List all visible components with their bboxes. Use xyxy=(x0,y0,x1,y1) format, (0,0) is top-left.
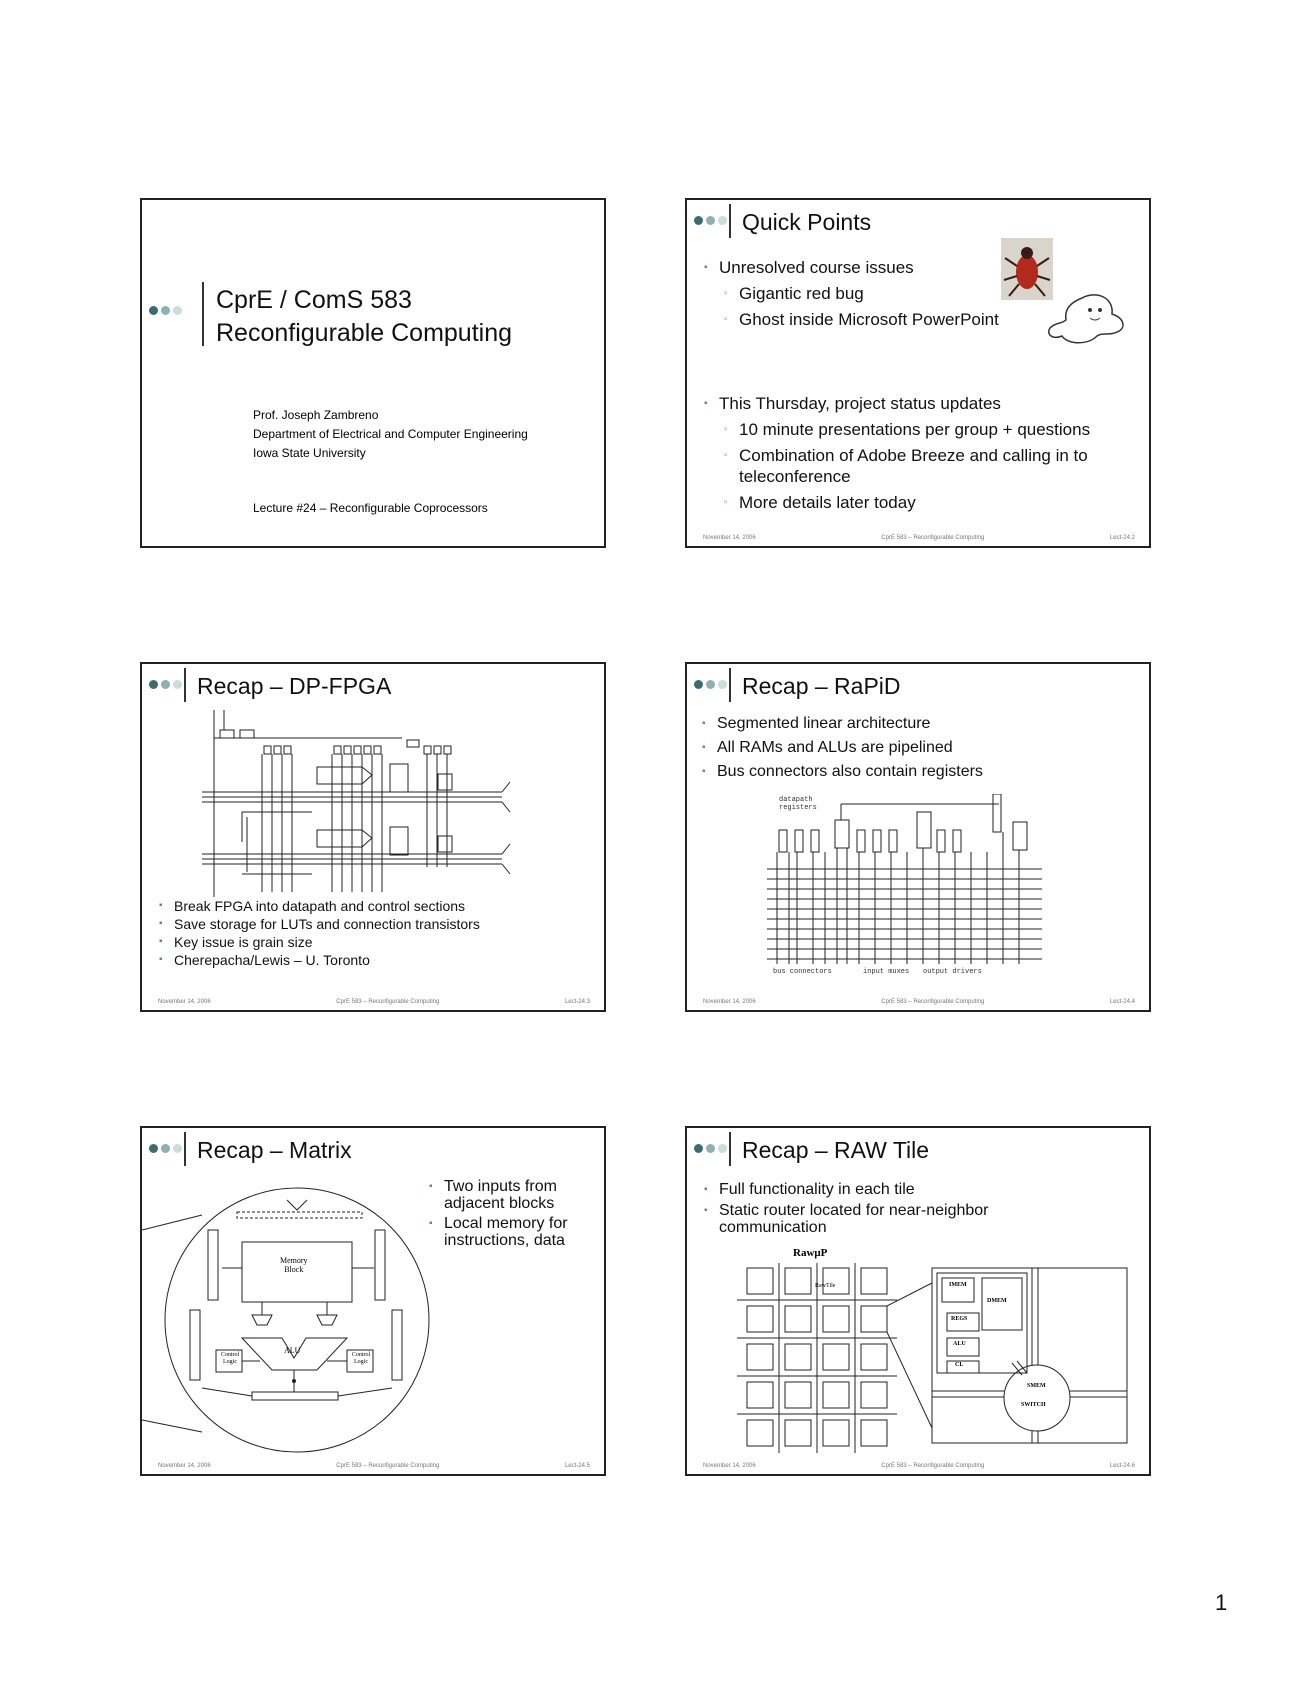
label-rawp: RawμP xyxy=(793,1247,828,1259)
slide-dots-icon xyxy=(694,216,727,225)
footer-date: November 14, 2006 xyxy=(703,999,756,1005)
slide-title: Quick Points xyxy=(742,209,872,235)
title-divider xyxy=(184,668,186,702)
bullet-list xyxy=(699,714,1129,786)
slide-footer xyxy=(158,1463,590,1469)
bullet-item: ▪ Cherepacha/Lewis – U. Toronto xyxy=(156,952,586,968)
bullet-item: ▪ Save storage for LUTs and connection transistors xyxy=(156,916,586,932)
page-number: 1 xyxy=(1215,1590,1228,1615)
bullet-list xyxy=(701,1181,1131,1240)
label-regs: REGS xyxy=(951,1316,968,1322)
label-memory: Memory xyxy=(280,1256,308,1265)
label-input-muxes: input muxes xyxy=(863,968,910,976)
sub-bullet-item: ▫ Combination of Adobe Breeze and calling in to teleconference xyxy=(721,445,1131,487)
sub-bullet-item: ▫ More details later today xyxy=(721,492,1131,513)
slide-dp-fpga xyxy=(140,662,606,1012)
bullet-item: ▪ Static router located for near-neighbor communication xyxy=(701,1202,1049,1236)
footer-date: November 14, 2006 xyxy=(158,999,211,1005)
bullet-item: ▪ All RAMs and ALUs are pipelined xyxy=(699,738,1129,757)
sub-bullet-item: ▫ 10 minute presentations per group + questions xyxy=(721,419,1131,440)
bullet-item: ▪ Break FPGA into datapath and control sections xyxy=(156,898,586,914)
label-dmem: DMEM xyxy=(987,1298,1007,1304)
footer-course: CprE 583 – Reconfigurable Computing xyxy=(881,535,985,541)
sub-bullet-item: ▫ Ghost inside Microsoft PowerPoint xyxy=(721,309,1131,330)
author: Prof. Joseph Zambreno xyxy=(253,408,379,422)
course-code: CprE / ComS 583 xyxy=(216,286,412,314)
slide-dots-icon xyxy=(149,306,182,315)
label-memory-block xyxy=(280,1256,308,1274)
slide-title: Recap – RaPiD xyxy=(742,673,901,699)
bullet-item: ▪ Two inputs from adjacent blocks xyxy=(426,1178,596,1212)
slide-quick-points xyxy=(685,198,1151,548)
footer-course: CprE 583 – Reconfigurable Computing xyxy=(881,1463,985,1469)
sub-bullet-item: ▫ Gigantic red bug xyxy=(721,283,1131,304)
label-datapath: datapath xyxy=(779,796,813,804)
ghost-icon xyxy=(1042,288,1132,350)
slide-footer xyxy=(703,535,1135,541)
rapid-diagram xyxy=(767,794,1047,974)
bullet-list xyxy=(156,898,586,970)
footer-date: November 14, 2006 xyxy=(703,535,756,541)
title-divider xyxy=(729,204,731,238)
slide-rapid xyxy=(685,662,1151,1012)
raw-tile-diagram xyxy=(737,1263,1132,1453)
footer-date: November 14, 2006 xyxy=(703,1463,756,1469)
bullet-list xyxy=(426,1178,596,1252)
slide-raw-tile xyxy=(685,1126,1151,1476)
label-alu: ALU xyxy=(284,1346,301,1355)
slide-title: Recap – DP-FPGA xyxy=(197,673,392,699)
dp-fpga-diagram xyxy=(202,702,532,902)
slide-footer xyxy=(158,999,590,1005)
label-imem: IMEM xyxy=(949,1282,967,1288)
label-smem: SMEM xyxy=(1027,1383,1046,1389)
lecture-title: Lecture #24 – Reconfigurable Coprocessors xyxy=(253,501,488,515)
slide-footer xyxy=(703,999,1135,1005)
university: Iowa State University xyxy=(253,446,366,460)
bullet-item: ▪ Full functionality in each tile xyxy=(701,1181,1131,1198)
slide-dots-icon xyxy=(694,680,727,689)
label-control-logic-right: Control Logic xyxy=(351,1352,371,1365)
title-divider xyxy=(729,668,731,702)
department: Department of Electrical and Computer Engineering xyxy=(253,427,528,441)
bullet-list xyxy=(701,393,1131,518)
slide-title: Recap – Matrix xyxy=(197,1137,352,1163)
footer-number: Lect-24.3 xyxy=(564,999,590,1005)
slide-matrix xyxy=(140,1126,606,1476)
label-block: Block xyxy=(284,1265,304,1274)
footer-number: Lect-24.5 xyxy=(564,1463,590,1469)
slide-footer xyxy=(703,1463,1135,1469)
label-output-drivers: output drivers xyxy=(923,968,982,976)
slide-dots-icon xyxy=(149,1144,182,1153)
bullet-item: ▪ Local memory for instructions, data xyxy=(426,1215,596,1249)
title-divider xyxy=(184,1132,186,1166)
label-switch: SWITCH xyxy=(1021,1402,1046,1408)
label-bus-connectors: bus connectors xyxy=(773,968,832,976)
slide-dots-icon xyxy=(149,680,182,689)
footer-number: Lect-24.4 xyxy=(1109,999,1135,1005)
slide-dots-icon xyxy=(694,1144,727,1153)
matrix-diagram xyxy=(142,1170,432,1466)
footer-number: Lect-24.2 xyxy=(1109,535,1135,541)
bullet-item: ▪ Bus connectors also contain registers xyxy=(699,762,1129,781)
slide-title xyxy=(140,198,606,548)
label-registers: registers xyxy=(779,804,817,812)
footer-number: Lect-24.6 xyxy=(1109,1463,1135,1469)
label-alu: ALU xyxy=(953,1341,966,1347)
label-control-logic-left: Control Logic xyxy=(220,1352,240,1365)
bullet-item: ▪ Segmented linear architecture xyxy=(699,714,1129,733)
title-divider xyxy=(729,1132,731,1166)
bullet-item: ▪ This Thursday, project status updates xyxy=(701,393,1131,414)
bullet-item: ▪ Unresolved course issues xyxy=(701,257,1131,278)
bullet-item: ▪ Key issue is grain size xyxy=(156,934,586,950)
course-name: Reconfigurable Computing xyxy=(216,319,513,347)
title-divider xyxy=(202,282,204,346)
footer-course: CprE 583 – Reconfigurable Computing xyxy=(881,999,985,1005)
label-datapath-registers xyxy=(779,796,817,812)
label-rawtile: RawTile xyxy=(815,1283,836,1289)
slide-title: Recap – RAW Tile xyxy=(742,1137,930,1163)
footer-course: CprE 583 – Reconfigurable Computing xyxy=(336,999,440,1005)
footer-date: November 14, 2006 xyxy=(158,1463,211,1469)
label-cl: CL xyxy=(955,1362,964,1368)
footer-course: CprE 583 – Reconfigurable Computing xyxy=(336,1463,440,1469)
